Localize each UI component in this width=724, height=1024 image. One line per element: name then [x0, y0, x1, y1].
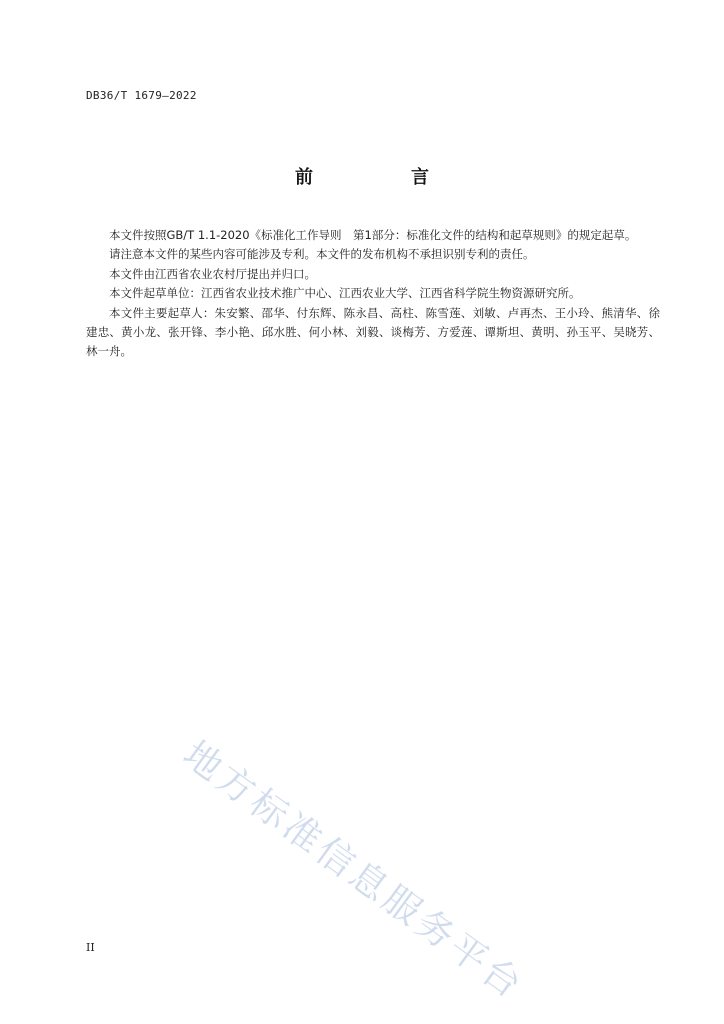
paragraph-drafting-rules: 本文件按照GB/T 1.1-2020《标准化工作导则 第1部分：标准化文件的结构和起草规则》的规定起草。 — [109, 228, 637, 242]
watermark: 地方标准信息服务平台 — [175, 732, 533, 1009]
document-code: DB36/T 1679—2022 — [86, 89, 197, 102]
section-title: 前 言 — [295, 167, 469, 188]
paragraph-drafters: 本文件主要起草人：朱安繁、邵华、付东辉、陈永昌、高柱、陈雪莲、刘敏、卢再杰、王小玲、熊清华、徐建忠、黄小龙、张开锋、李小艳、邱水胜、何小林、刘毅、谈梅芳、方爱莲、谭斯坦、黄明、孙玉平、吴晓芳、林一舟。 — [86, 305, 660, 359]
paragraph-drafting-units: 本文件起草单位：江西省农业技术推广中心、江西农业大学、江西省科学院生物资源研究所。 — [109, 286, 581, 301]
paragraph-patent-notice: 请注意本文件的某些内容可能涉及专利。本文件的发布机构不承担识别专利的责任。 — [109, 247, 535, 262]
page-number: II — [86, 941, 95, 954]
foreword-body — [86, 226, 660, 362]
paragraph-proposer: 本文件由江西省农业农村厅提出并归口。 — [109, 266, 316, 281]
